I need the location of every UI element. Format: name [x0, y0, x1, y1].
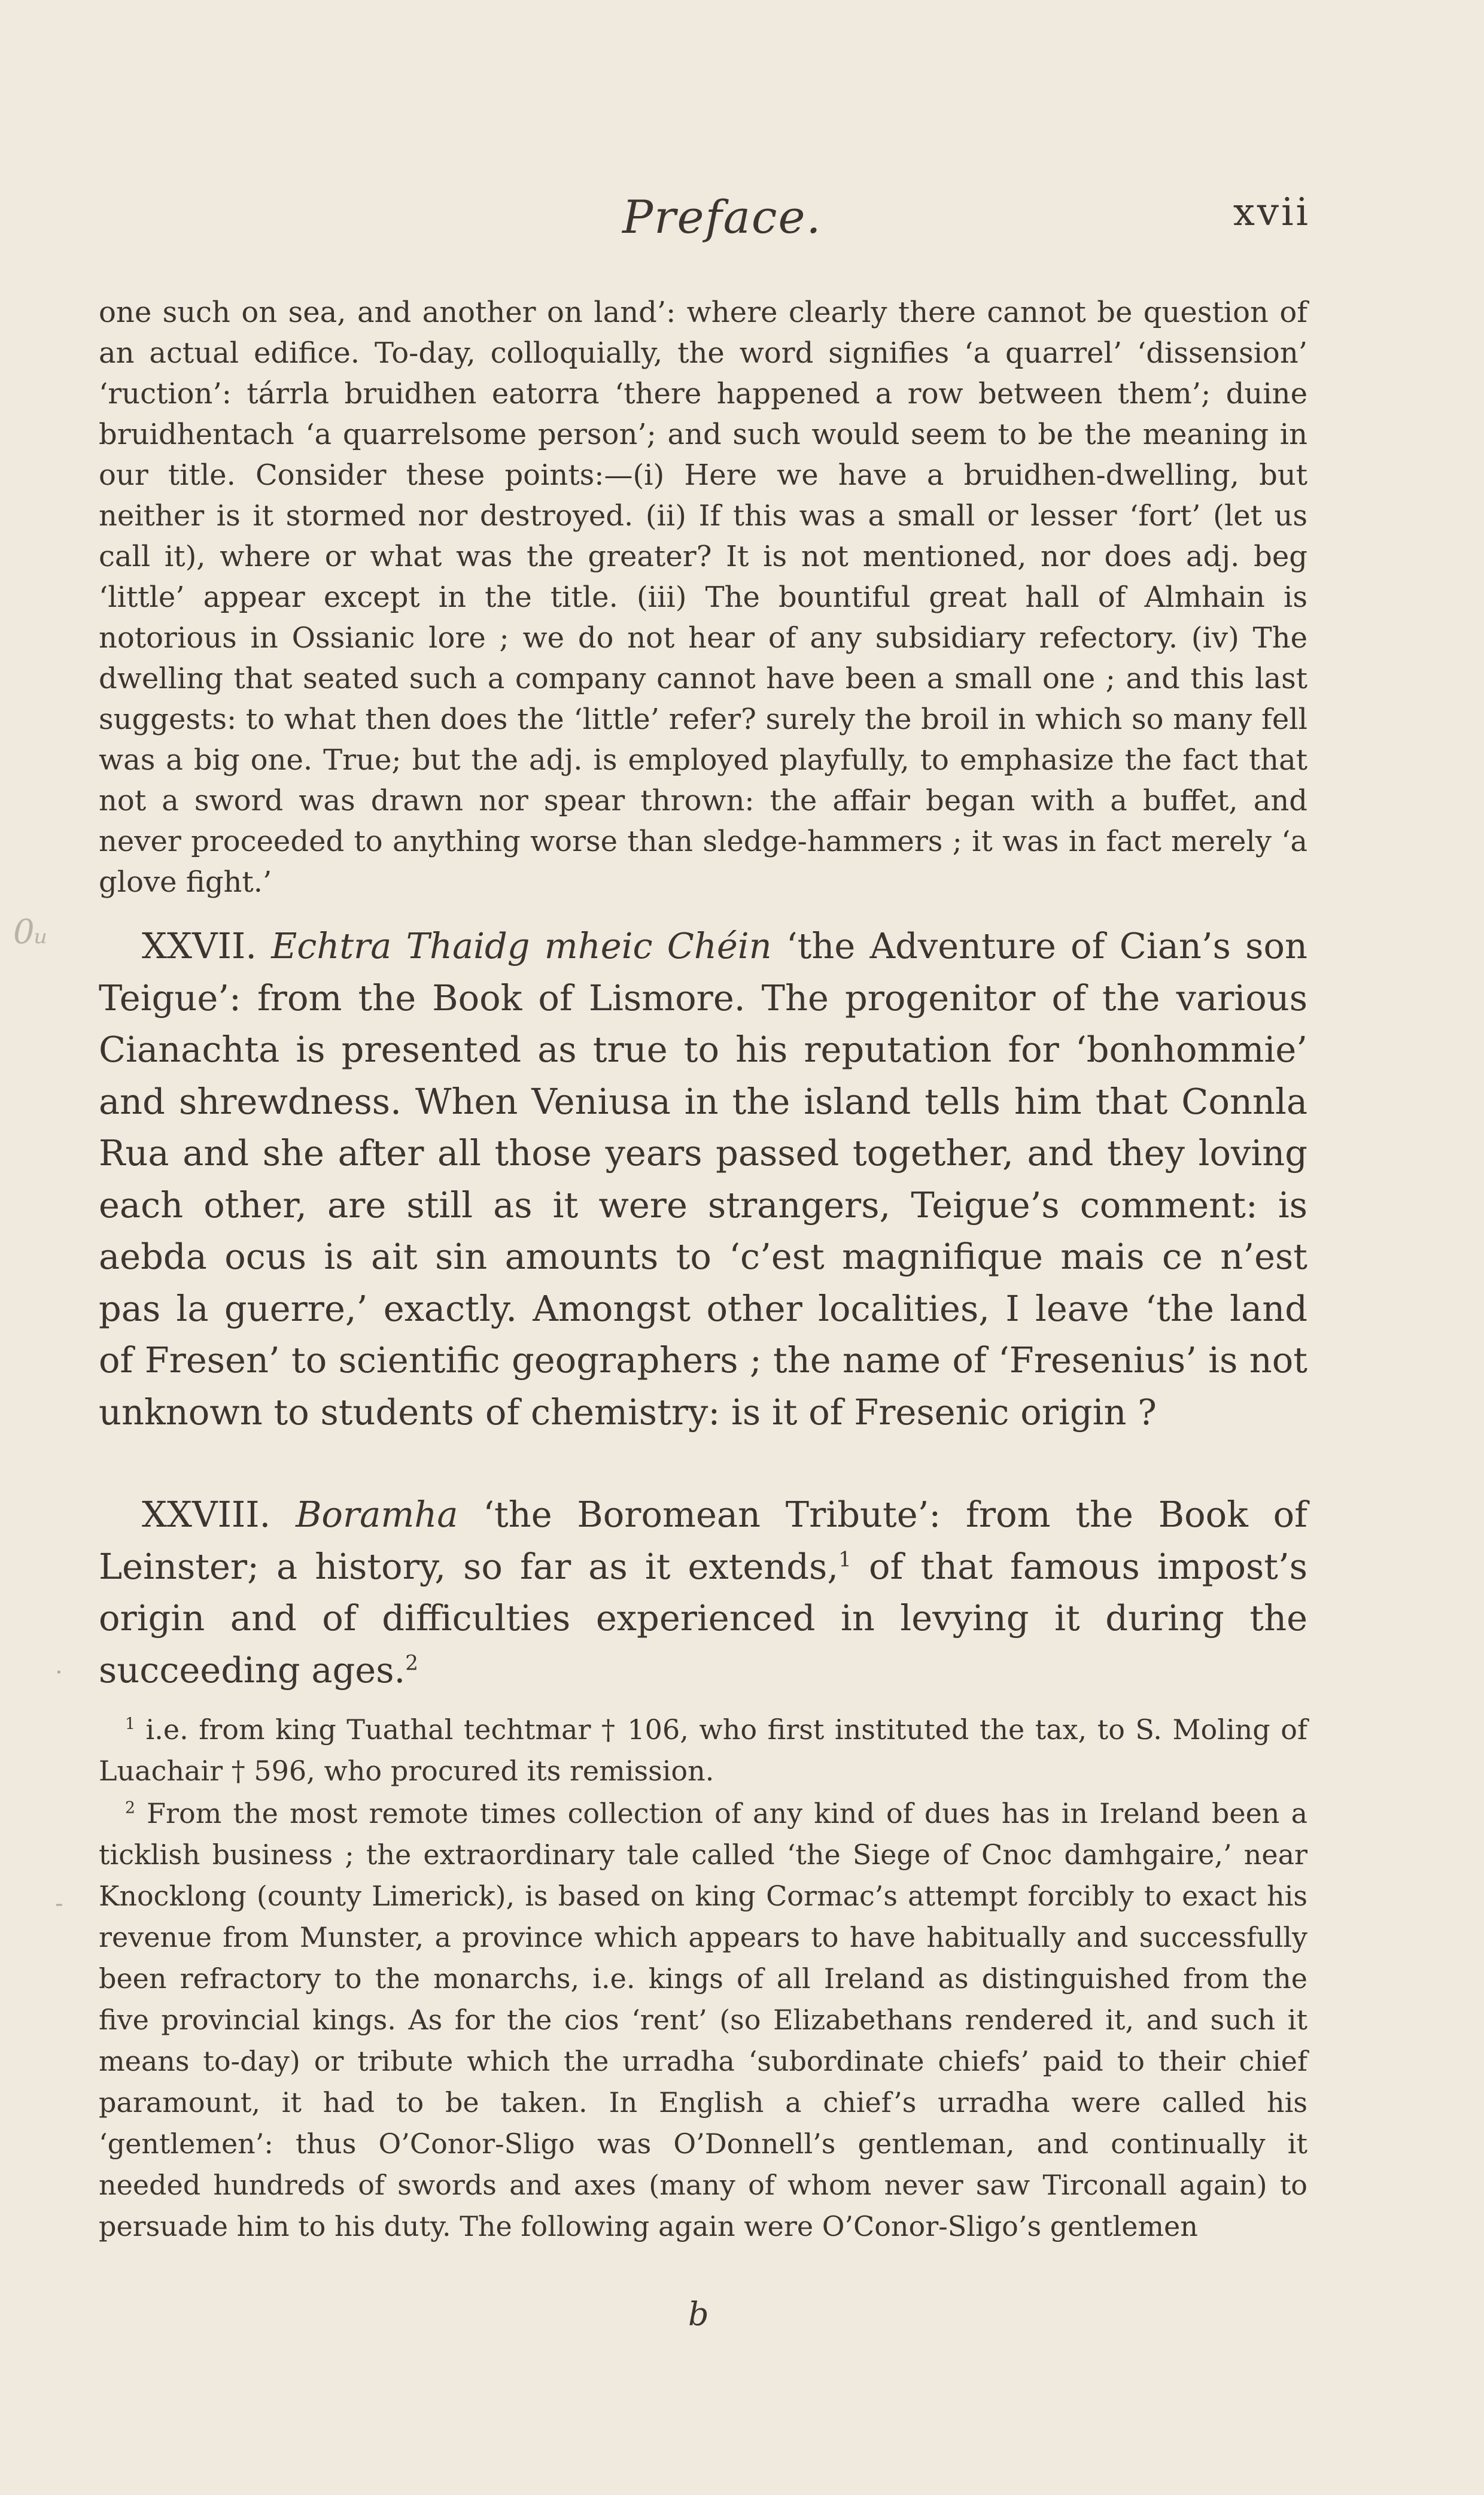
continued-paragraph-text: one such on sea, and another on land’: where clearly there cannot be question of an actual edifice. To-day, colloquially, the word signifies ‘a quarrel’ ‘dissension’ ‘ruction’: tárrla bruidhen eatorra ‘there happened a row between them’; duine bruidhentach ‘a quarrelsome person’; and such would seem to be the meaning in our title. Consider these points:—(i) Here we have a bruidhen-dwelling, but neither is it stormed nor destroyed. (ii) If this was a small or lesser ‘fort’ (let us call it), where or what was the greater? It is not mentioned, nor does adj. beg ‘little’ appear except in the title. (iii) The bountiful great hall of Almhain is notorious in Ossianic lore ; we do not hear of any subsidiary refectory. (iv) The dwelling that seated such a company cannot have been a small one ; and this last suggests: to what then does the ‘little’ refer? surely the broil in which so many fell was a big one. True; but the adj. is employed playfully, to emphasize the fact that not a sword was drawn nor spear thrown: the affair began with a buffet, and never proceeded to anything worse than sledge-hammers ; it was in fact merely ‘a glove fight.’ [99, 296, 1307, 899]
footnote-ref[interactable]: 1 [838, 1547, 852, 1572]
footnote-ref[interactable]: 2 [405, 1651, 419, 1675]
footnote-marker: 1 [125, 1715, 135, 1734]
signature-mark: b [688, 2295, 709, 2333]
entry-text: ‘the Adventure of Cian’s son Teigue’: from the Book of Lismore. The progenitor of the various Cianachta is presented as true to his reputation for ‘bonhommie’ and shrewdness. When Veniusa in the island tells him that Connla Rua and she after all those years passed together, and they loving each other, are still as it were strangers, Teigue’s comment: is aebda ocus is ait sin amounts to ‘c’est magnifique mais ce n’est pas la guerre,’ exactly. Amongst other localities, I leave ‘the land of Fresen’ to scientific geographers ; the name of ‘Fresenius’ is not unknown to students of chemistry: is it of Fresenic origin ? [99, 925, 1307, 1433]
footnote-text: i.e. from king Tuathal techtmar † 106, who first instituted the tax, to S. Moling of Luachair † 596, who procured its remission. [99, 1713, 1308, 1787]
entry-numeral: XXVII. [142, 925, 257, 967]
running-header [622, 190, 1310, 250]
footnote-text: From the most remote times collection of any kind of dues has in Ireland been a ticklish business ; the extraordinary tale called ‘the Siege of Cnoc damhgaire,’ near Knocklong (county Limerick), is based on king Cormac’s attempt forcibly to exact his revenue from Munster, a province which appears to have habitually and successfully been refractory to the monarchs, i.e. kings of all Ireland as distinguished from the five provincial kings. As for the cios ‘rent’ (so Elizabethans rendered it, and such it means to-day) or tribute which the urradha ‘subordinate chiefs’ paid to their chief paramount, it had to be taken. In English a chief’s urradha were called his ‘gentlemen’: thus O’Conor-Sligo was O’Donnell’s gentleman, and continually it needed hundreds of swords and axes (many of whom never saw Tirconall again) to persuade him to his duty. The following again were O’Conor-Sligo’s gentlemen [99, 1797, 1307, 2242]
margin-tick-mark: . [55, 1652, 63, 1679]
continued-paragraph [99, 292, 1307, 902]
entry-xxvii [99, 920, 1307, 1438]
footnote-2 [99, 1793, 1307, 2247]
margin-annotation: 0ᵤ [13, 913, 48, 952]
entry-text: of that famous impost’s origin and of difficulties experienced in levying it during the succeeding ages. [99, 1545, 1307, 1691]
entry-numeral: XXVIII. [142, 1494, 271, 1535]
page-number: xvii [1233, 190, 1310, 235]
running-title: Preface. [622, 190, 822, 244]
margin-tick-mark: - [55, 1890, 63, 1917]
entry-title: Boramha [296, 1494, 458, 1535]
entry-xxviii [99, 1489, 1307, 1696]
footnote-1 [99, 1709, 1307, 1792]
entry-title: Echtra Thaidg mheic Chéin [271, 925, 772, 967]
footnote-marker: 2 [125, 1798, 135, 1818]
entry-text: ‘the Boromean Tribute’: from the Book of Leinster; a history, so far as it extends, [99, 1494, 1307, 1587]
